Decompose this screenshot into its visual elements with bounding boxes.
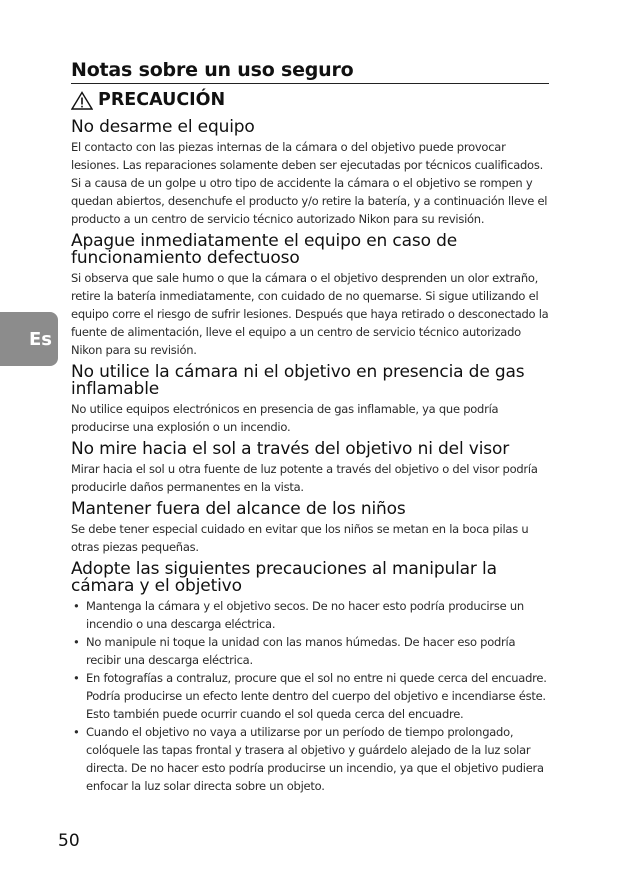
warning-triangle-icon — [71, 91, 93, 110]
caution-label: PRECAUCIÓN — [98, 90, 226, 110]
section-body: Mirar hacia el sol u otra fuente de luz potente a través del objetivo o del visor podría producirle daños permanentes en la vista. — [71, 462, 538, 494]
bullet-icon: • — [73, 635, 80, 649]
list-item-text: Cuando el objetivo no vaya a utilizarse por un período de tiempo prolongado, colóquele las tapas frontal y trasera al objetivo y guárdelo alejado de la luz solar directa. De no hacer esto podría producirse un incendio, ya que el objetivo pudiera enfocar la luz solar directa sobre un objeto. — [86, 725, 544, 793]
page-number: 50 — [58, 831, 80, 851]
list-item-text: Mantenga la cámara y el objetivo secos. De no hacer esto podría producirse un incendio o una descarga eléctrica. — [86, 599, 524, 631]
section-body: No utilice equipos electrónicos en presencia de gas inflamable, ya que podría producirse una explosión o un incendio. — [71, 402, 499, 434]
section-heading: Adopte las siguientes precauciones al manipular la cámara y el objetivo — [71, 559, 497, 596]
bullet-icon: • — [73, 599, 80, 613]
page-title: Notas sobre un uso seguro — [71, 58, 549, 84]
section-heading: Apague inmediatamente el equipo en caso de funcionamiento defectuoso — [71, 231, 458, 268]
section-switch-off-malfunction — [71, 233, 551, 359]
section-handling-precautions — [71, 561, 551, 795]
list-item — [71, 597, 551, 633]
caution-heading — [71, 90, 225, 110]
list-item-text: No manipule ni toque la unidad con las manos húmedas. De hacer eso podría recibir una descarga eléctrica. — [86, 635, 516, 667]
list-item — [71, 669, 551, 723]
section-heading: No desarme el equipo — [71, 117, 255, 137]
list-item-text: En fotografías a contraluz, procure que el sol no entre ni quede cerca del encuadre. Podría producirse un efecto lente dentro del cuerpo del objetivo e incendiarse éste. Esto también puede ocurrir cuando el sol queda cerca del encuadre. — [86, 671, 547, 721]
section-body: El contacto con las piezas internas de la cámara o del objetivo puede provocar lesiones. Las reparaciones solamente deben ser ejecutadas por técnicos cualificados. Si a causa de un golpe u otro tipo de accidente la cámara o el objetivo se rompen y quedan abiertos, desenchufe el producto y/o retire la batería, y a continuación lleve el producto a un centro de servicio técnico autorizado Nikon para su revisión. — [71, 140, 548, 226]
section-heading: No mire hacia el sol a través del objetivo ni del visor — [71, 439, 510, 459]
section-do-not-look-at-sun — [71, 441, 551, 496]
section-heading: No utilice la cámara ni el objetivo en presencia de gas inflamable — [71, 362, 525, 399]
section-heading: Mantener fuera del alcance de los niños — [71, 499, 406, 519]
safety-notes — [71, 119, 551, 800]
section-no-disassemble — [71, 119, 551, 228]
section-body: Si observa que sale humo o que la cámara o el objetivo desprenden un olor extraño, retire la batería inmediatamente, con cuidado de no quemarse. Si sigue utilizando el equipo corre el riesgo de sufrir lesiones. Después que haya retirado o desconectado la fuente de alimentación, lleve el equipo a un centro de servicio técnico autorizado Nikon para su revisión. — [71, 271, 549, 357]
bullet-icon: • — [73, 725, 80, 739]
section-body: Se debe tener especial cuidado en evitar que los niños se metan en la boca pilas u otras piezas pequeñas. — [71, 522, 529, 554]
language-tab: Es — [0, 312, 58, 366]
list-item — [71, 723, 551, 795]
precautions-list — [71, 597, 551, 795]
section-keep-from-children — [71, 501, 551, 556]
section-flammable-gas — [71, 364, 551, 436]
bullet-icon: • — [73, 671, 80, 685]
list-item — [71, 633, 551, 669]
